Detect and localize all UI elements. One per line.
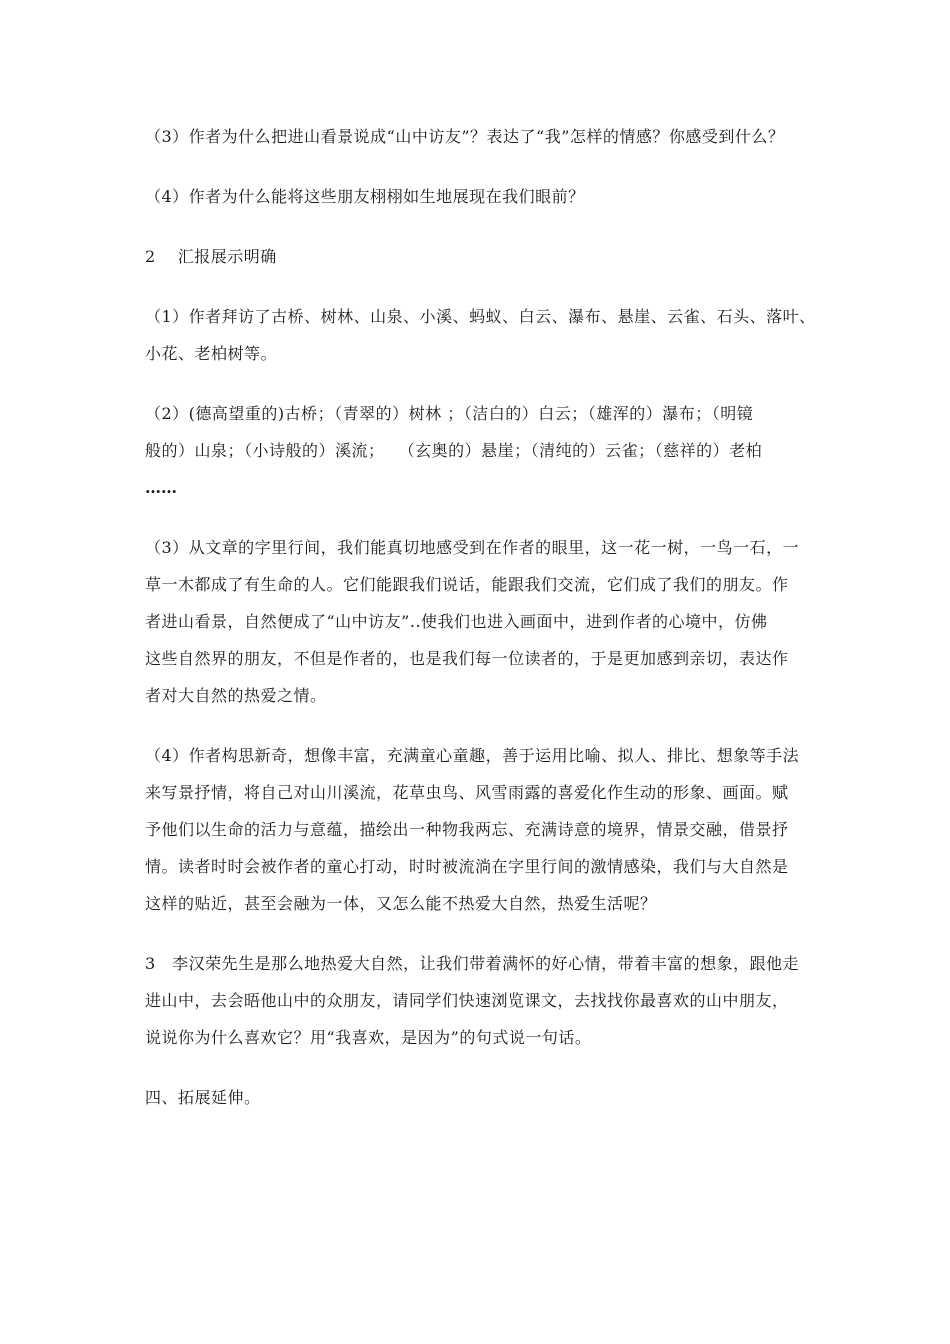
section-heading-2 [145, 238, 825, 275]
step-3 [145, 945, 825, 1056]
line: 小花、老柏树等。 [145, 344, 278, 363]
answer-1 [145, 298, 825, 372]
line: 者对大自然的热爱之情。 [145, 686, 327, 705]
line: （2）(德高望重的)古桥；（青翠的）树林 ；（洁白的）白云；（雄浑的）瀑布；（明镜 [145, 404, 754, 423]
line: （3）从文章的字里行间，我们能真切地感受到在作者的眼里，这一花一树，一鸟一石，一 [145, 538, 800, 557]
line: 2 汇报展示明确 [145, 247, 277, 266]
line: （4）作者构思新奇，想像丰富，充满童心童趣，善于运用比喻、拟人、排比、想象等手法 [145, 746, 800, 765]
line: 草一木都成了有生命的人。它们能跟我们说话，能跟我们交流，它们成了我们的朋友。作 [145, 575, 789, 594]
line: （1）作者拜访了古桥、树林、山泉、小溪、蚂蚁、白云、瀑布、悬崖、云雀、石头、落叶、 [145, 307, 816, 326]
line: 予他们以生命的活力与意蕴，描绘出一种物我两忘、充满诗意的境界，情景交融，借景抒 [145, 820, 789, 839]
ellipsis-line: …… [145, 478, 177, 497]
question-3 [145, 118, 825, 155]
line: 四、拓展延伸。 [145, 1088, 261, 1107]
answer-4 [145, 737, 825, 922]
section-heading-4 [145, 1079, 825, 1116]
line: 者进山看景，自然便成了“山中访友”..使我们也进入画面中，进到作者的心境中，仿佛 [145, 612, 768, 631]
answer-3 [145, 529, 825, 714]
line: 般的）山泉；（小诗般的）溪流； （玄奥的）悬崖；（清纯的）云雀；（慈祥的）老柏 [145, 441, 763, 460]
document-page [145, 118, 825, 1116]
line: 3 李汉荣先生是那么地热爱大自然，让我们带着满怀的好心情，带着丰富的想象，跟他走 [145, 954, 800, 973]
answer-2 [145, 395, 825, 506]
line: 这样的贴近，甚至会融为一体，又怎么能不热爱大自然，热爱生活呢？ [145, 894, 657, 913]
line: （3）作者为什么把进山看景说成“山中访友”？表达了“我”怎样的情感？你感受到什么？ [145, 127, 785, 146]
line: 这些自然界的朋友，不但是作者的，也是我们每一位读者的，于是更加感到亲切，表达作 [145, 649, 789, 668]
line: 进山中，去会晤他山中的众朋友，请同学们快速浏览课文，去找找你最喜欢的山中朋友， [145, 991, 789, 1010]
question-4 [145, 178, 825, 215]
line: 情。读者时时会被作者的童心打动，时时被流淌在字里行间的激情感染，我们与大自然是 [145, 857, 789, 876]
line: 说说你为什么喜欢它？用“我喜欢，是因为”的句式说一句话。 [145, 1028, 592, 1047]
line: （4）作者为什么能将这些朋友栩栩如生地展现在我们眼前？ [145, 187, 585, 206]
line: 来写景抒情，将自己对山川溪流，花草虫鸟、风雪雨露的喜爱化作生动的形象、画面。赋 [145, 783, 789, 802]
